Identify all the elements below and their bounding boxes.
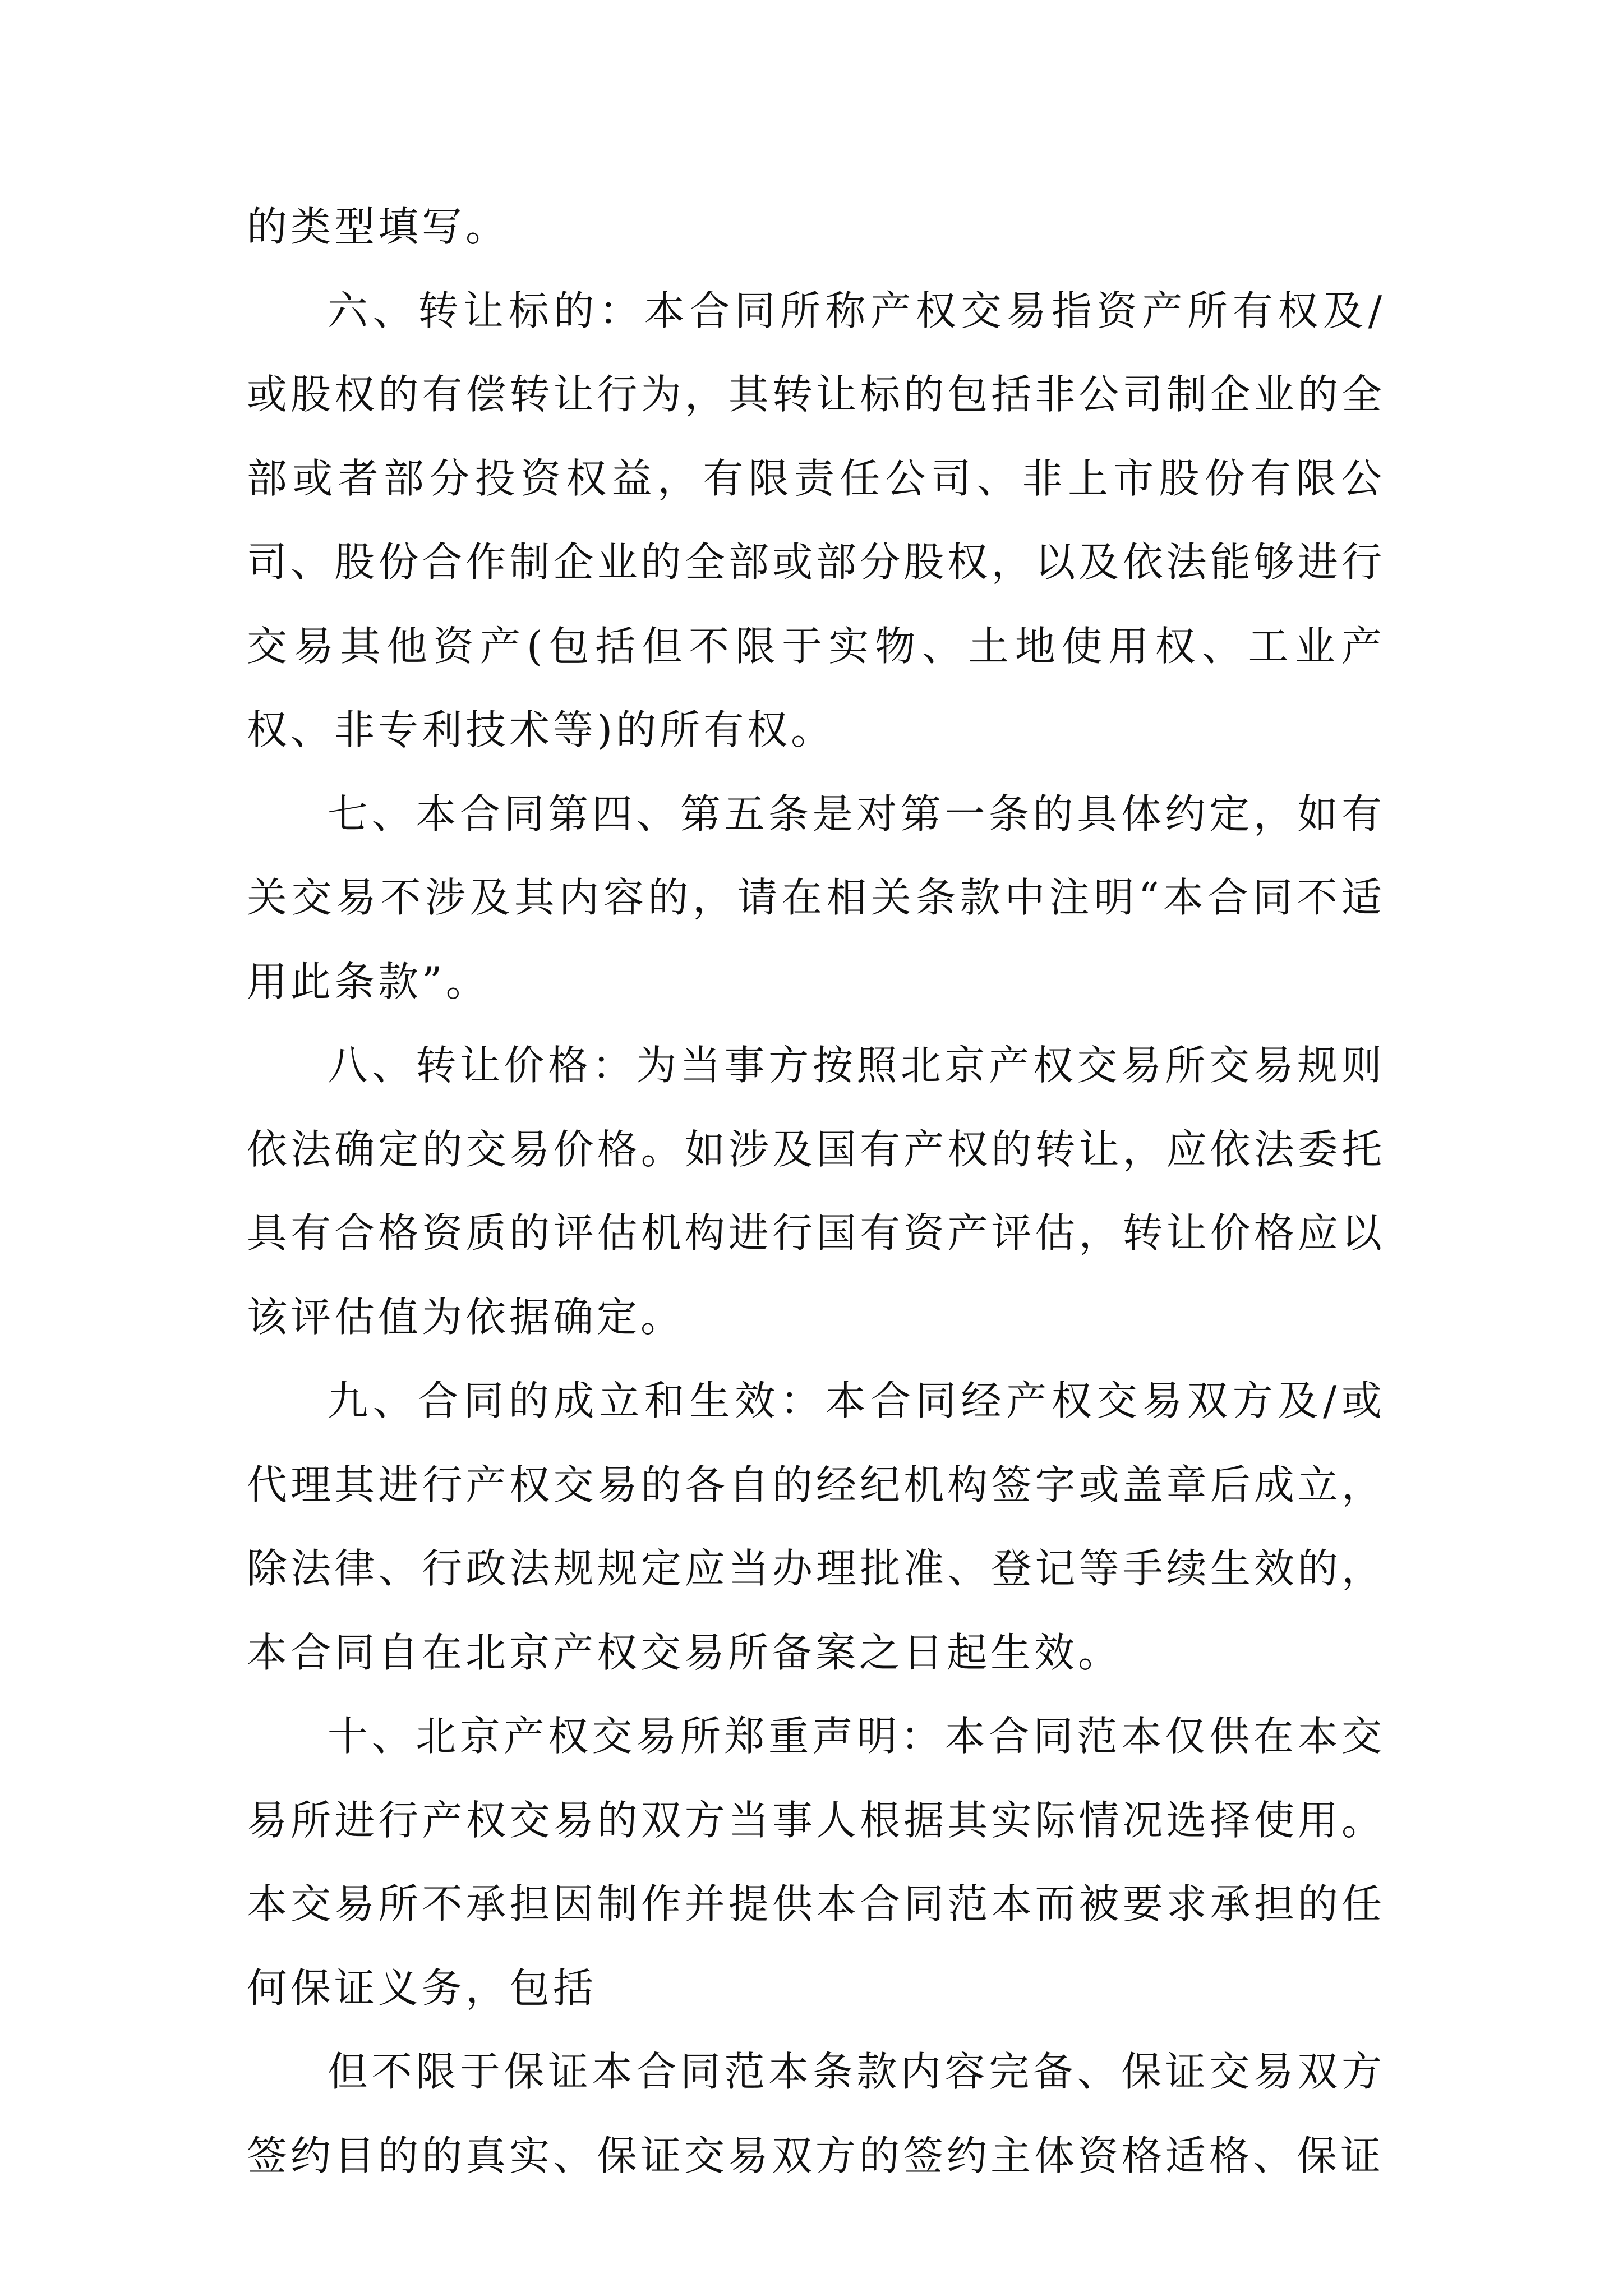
paragraph-solemn-declaration: 十、北京产权交易所郑重声明：本合同范本仅供在本交易所进行产权交易的双方当事人根据其实际情况选择使用。本交易所不承担因制作并提供本合同范本而被要求承担的任何保证义务，包括 — [247, 1713, 1385, 2012]
document-body — [247, 185, 1385, 2198]
paragraph-transfer-subject: 六、转让标的：本合同所称产权交易指资产所有权及/或股权的有偿转让行为，其转让标的包括非公司制企业的全部或者部分投资权益，有限责任公司、非上市股份有限公司、股份合作制企业的全部或部分股权，以及依法能够进行交易其他资产(包括但不限于实物、土地使用权、工业产权、非专利技术等)的所有权。 — [247, 287, 1385, 753]
paragraph-formation-effectiveness: 九、合同的成立和生效：本合同经产权交易双方及/或代理其进行产权交易的各自的经纪机构签字或盖章后成立，除法律、行政法规规定应当办理批准、登记等手续生效的，本合同自在北京产权交易所备案之日起生效。 — [247, 1377, 1385, 1676]
paragraph-transfer-price: 八、转让价格：为当事方按照北京产权交易所交易规则依法确定的交易价格。如涉及国有产权的转让，应依法委托具有合格资质的评估机构进行国有资产评估，转让价格应以该评估值为依据确定。 — [247, 1042, 1385, 1341]
paragraph-clause-applicability: 七、本合同第四、第五条是对第一条的具体约定，如有关交易不涉及其内容的，请在相关条款中注明“本合同不适用此条款”。 — [247, 790, 1385, 1005]
paragraph-continuation: 的类型填写。 — [247, 203, 510, 250]
paragraph-declaration-continued: 但不限于保证本合同范本条款内容完备、保证交易双方签约目的的真实、保证交易双方的签约主体资格适格、保证 — [247, 2048, 1385, 2179]
